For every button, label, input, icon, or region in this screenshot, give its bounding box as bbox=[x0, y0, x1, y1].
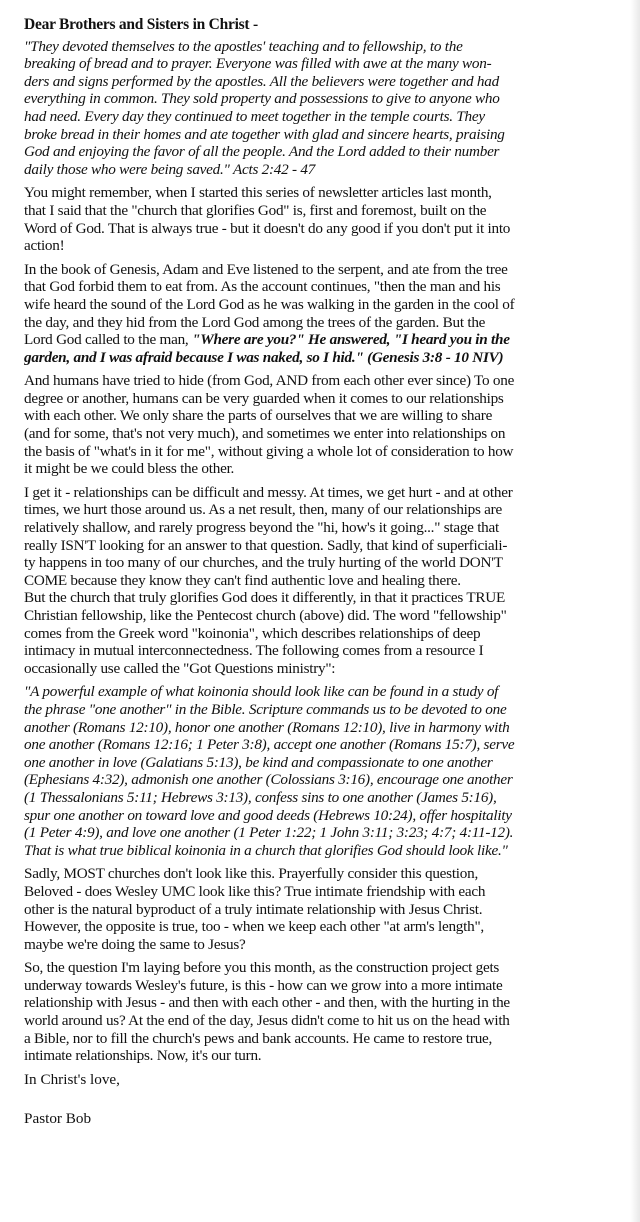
text-line: that I said that the "church that glorifies God" is, first and foremost, built on the bbox=[24, 201, 487, 219]
quote-line: everything in common. They sold property and possessions to give to anyone who bbox=[24, 90, 500, 108]
text-line: with each other. We only share the parts of ourselves that we are willing to share bbox=[24, 407, 493, 425]
text-line: Christian fellowship, like the Pentecost church (above) did. The word "fellowship" bbox=[24, 607, 507, 624]
quote-line: had need. Every day they continued to meet together in the temple courts. They bbox=[24, 107, 485, 125]
scripture-emphasis: "Where are you?" He answered, "I heard you in the bbox=[192, 331, 510, 349]
koinonia-quote bbox=[24, 683, 640, 859]
text-line: relationship with Jesus - and then with each other - and then, with the hurting in the bbox=[24, 994, 510, 1012]
quote-line: another (Romans 12:10), honor one another (Romans 12:10), live in harmony with bbox=[24, 718, 510, 736]
text-line bbox=[24, 331, 640, 349]
letter-signature: Pastor Bob bbox=[24, 1110, 92, 1128]
text-line: Word of God. That is always true - but it doesn't do any good if you don't put it into bbox=[24, 219, 511, 237]
text-line: other is the natural byproduct of a truly intimate relationship with Jesus Christ. bbox=[24, 900, 483, 918]
text-line: degree or another, humans can be very guarded when it comes to our relationships bbox=[24, 389, 504, 407]
text-line: You might remember, when I started this series of newsletter articles last month, bbox=[24, 184, 492, 202]
letter-closing: In Christ's love, bbox=[24, 1070, 120, 1088]
text-line: (and for some, that's not very much), and sometimes we enter into relationships on bbox=[24, 425, 506, 443]
quote-line: spur one another on toward love and good deeds (Hebrews 10:24), offer hospitality bbox=[24, 806, 512, 824]
quote-line: (Ephesians 4:32), admonish one another (Colossians 3:16), encourage one another bbox=[24, 771, 513, 789]
quote-line: broke bread in their homes and ate together with glad and sincere hearts, praising bbox=[24, 125, 505, 143]
text-line: really ISN'T looking for an answer to that question. Sadly, that kind of superficiali- bbox=[24, 536, 508, 554]
text-line: action! bbox=[24, 237, 65, 255]
text-line: world around us? At the end of the day, Jesus didn't come to hit us on the head with bbox=[24, 1012, 510, 1030]
scripture-emphasis-line: garden, and I was afraid because I was naked, so I hid." (Genesis 3:8 - 10 NIV) bbox=[24, 348, 504, 366]
text-line: relatively shallow, and rarely progress beyond the "hi, how's it going..." stage that bbox=[24, 519, 499, 537]
text-line: underway towards Wesley's future, is this - how can we grow into a more intimate bbox=[24, 976, 503, 994]
text-line: the day, and they hid from the Lord God among the trees of the garden. But the bbox=[24, 313, 486, 331]
text-line: maybe we're doing the same to Jesus? bbox=[24, 935, 246, 953]
text-line: intimacy in mutual interconnectedness. The following comes from a resource I bbox=[24, 642, 484, 660]
opening-scripture-quote bbox=[24, 38, 640, 179]
quote-line: That is what true biblical koinonia in a church that glorifies God should look like." bbox=[24, 841, 508, 859]
text-line: the basis of "what's in it for me", without giving a whole lot of consideration to how bbox=[24, 442, 514, 460]
paragraph-hiding bbox=[24, 372, 640, 478]
text-plain: Lord God called to the man, bbox=[24, 331, 193, 349]
paragraph-genesis bbox=[24, 261, 640, 367]
text-line: However, the opposite is true, too - when we keep each other "at arm's length", bbox=[24, 918, 484, 936]
quote-line: the phrase "one another" in the Bible. Scripture commands us to be devoted to one bbox=[24, 700, 507, 718]
text-line: I get it - relationships can be difficult and messy. At times, we get hurt - and at other bbox=[24, 483, 513, 501]
text-line: Beloved - does Wesley UMC look like this? True intimate friendship with each bbox=[24, 882, 486, 900]
quote-line: one another in love (Galatians 5:13), be kind and compassionate to one another bbox=[24, 753, 493, 771]
paragraph-our-turn bbox=[24, 959, 640, 1065]
quote-line: "A powerful example of what koinonia should look like can be found in a study of bbox=[24, 683, 499, 701]
text-line: Sadly, MOST churches don't look like this. Prayerfully consider this question, bbox=[24, 865, 478, 883]
text-line: And humans have tried to hide (from God, AND from each other ever since) To one bbox=[24, 372, 515, 390]
quote-line: daily those who were being saved." Acts 2:42 - 47 bbox=[24, 160, 316, 178]
text-line: But the church that truly glorifies God does it differently, in that it practices TRUE bbox=[24, 589, 505, 607]
quote-line: one another (Romans 12:16; 1 Peter 3:8), accept one another (Romans 15:7), serve bbox=[24, 736, 515, 754]
text-line: intimate relationships. Now, it's our turn. bbox=[24, 1047, 262, 1065]
text-line: it might be we could bless the other. bbox=[24, 460, 235, 478]
text-line: wife heard the sound of the Lord God as he was walking in the garden in the cool of bbox=[24, 295, 515, 313]
quote-line: (1 Peter 4:9), and love one another (1 Peter 1:22; 1 John 3:11; 3:23; 4:7; 4:11-12). bbox=[24, 824, 514, 842]
text-line: that God forbid them to eat from. As the account continues, "then the man and his bbox=[24, 278, 501, 296]
quote-line: (1 Thessalonians 5:11; Hebrews 3:13), confess sins to one another (James 5:16), bbox=[24, 788, 497, 806]
paragraph-relationships bbox=[24, 484, 640, 678]
quote-line: breaking of bread and to prayer. Everyone was filled with awe at the many won- bbox=[24, 55, 492, 73]
paragraph-remember bbox=[24, 184, 640, 254]
text-line: a Bible, nor to fill the church's pews and bank accounts. He came to restore true, bbox=[24, 1029, 493, 1047]
letter-greeting: Dear Brothers and Sisters in Christ - bbox=[24, 16, 258, 33]
paragraph-wesley-question bbox=[24, 865, 640, 953]
text-line: COME because they know they can't find authentic love and healing there. bbox=[24, 571, 461, 589]
text-line: times, we hurt those around us. As a net result, then, many of our relationships are bbox=[24, 501, 502, 519]
text-line: So, the question I'm laying before you this month, as the construction project gets bbox=[24, 959, 500, 977]
quote-line: "They devoted themselves to the apostles' teaching and to fellowship, to the bbox=[24, 37, 463, 55]
quote-line: God and enjoying the favor of all the people. And the Lord added to their number bbox=[24, 143, 500, 161]
text-line: In the book of Genesis, Adam and Eve listened to the serpent, and ate from the tree bbox=[24, 260, 508, 278]
text-line: occasionally use called the "Got Questions ministry": bbox=[24, 659, 336, 677]
text-line: ty happens in too many of our churches, and the truly hurting of the world DON'T bbox=[24, 554, 503, 572]
quote-line: ders and signs performed by the apostles. All the believers were together and had bbox=[24, 72, 499, 90]
page-edge-shadow bbox=[630, 0, 640, 1222]
text-line: comes from the Greek word "koinonia", which describes relationships of deep bbox=[24, 624, 481, 642]
